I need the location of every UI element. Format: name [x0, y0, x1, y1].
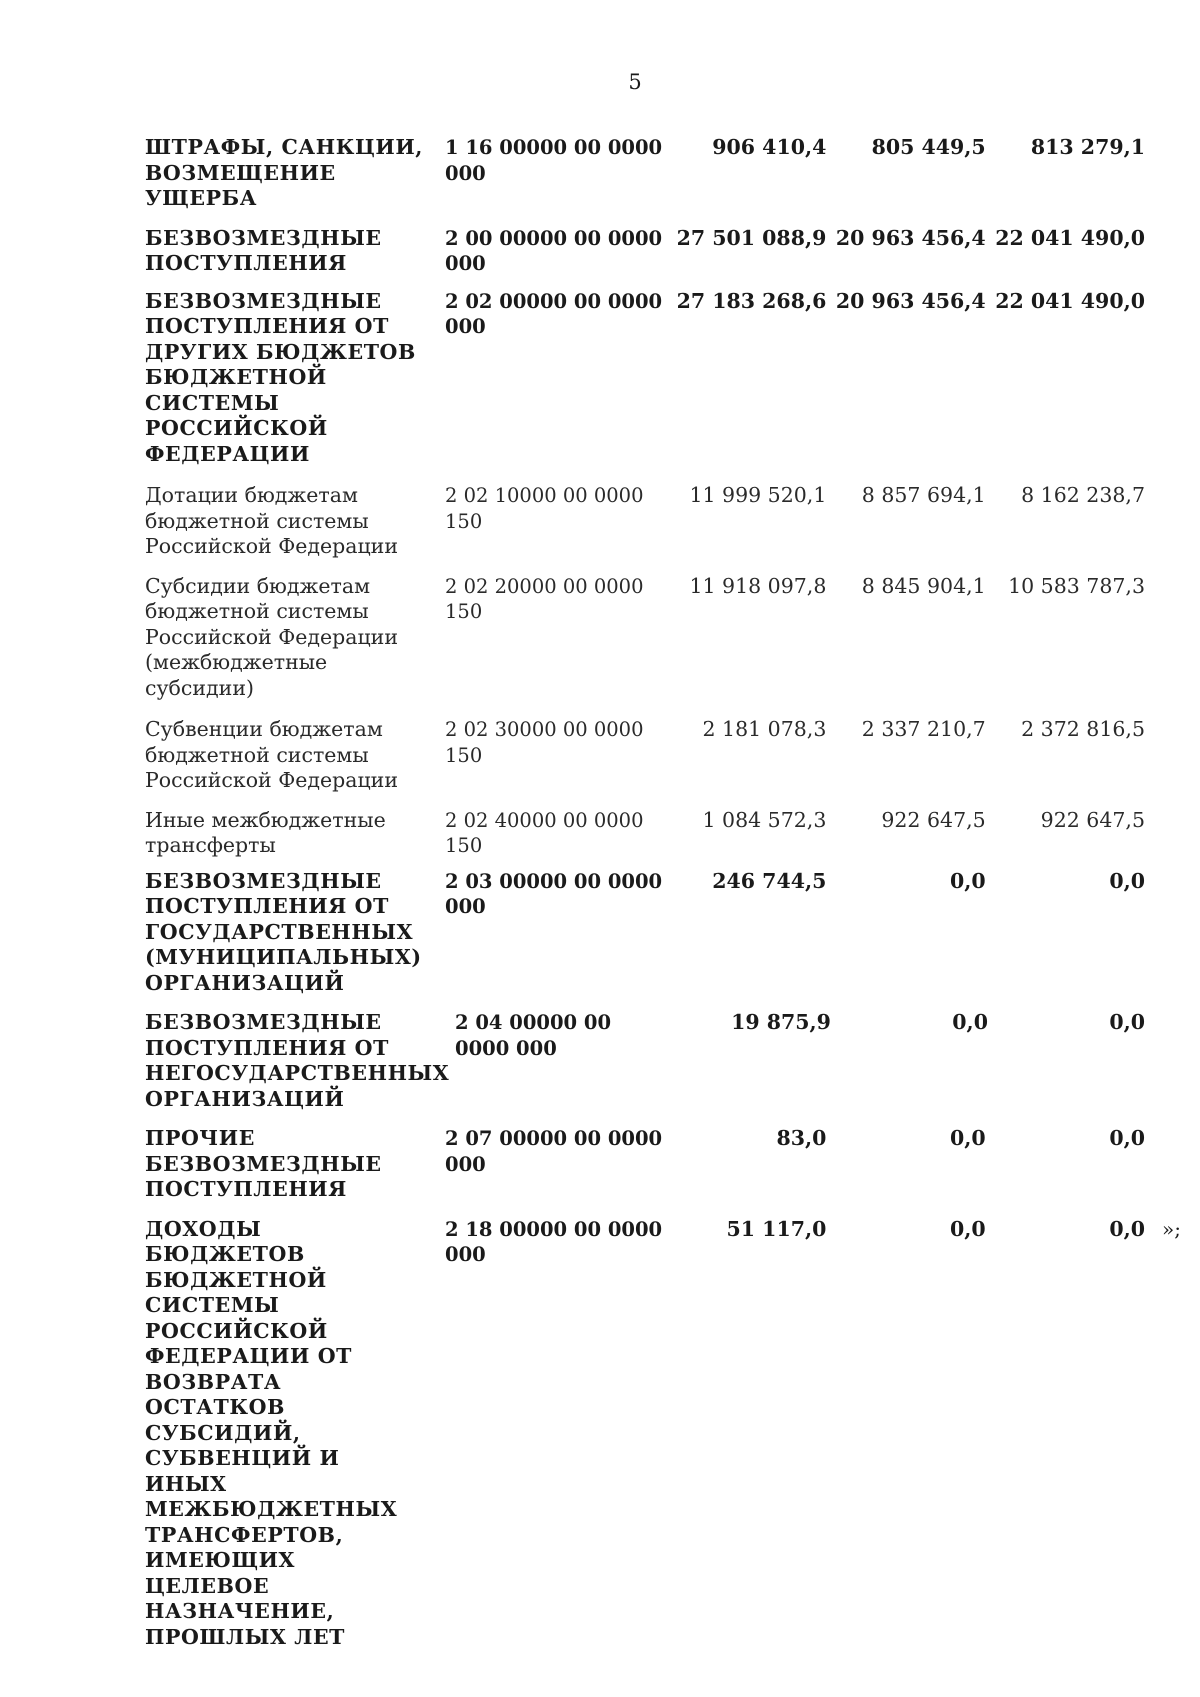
row-value-2: 805 449,5 — [871, 135, 986, 159]
row-code: 2 02 30000 00 0000 150 — [445, 718, 644, 767]
row-name: Дотации бюджетам бюджетной системы Российской Федерации — [145, 483, 398, 558]
row-value-2: 20 963 456,4 — [835, 288, 986, 313]
row-value-1: 11 918 097,8 — [689, 573, 827, 598]
row-code: 2 02 40000 00 0000 150 — [445, 808, 644, 857]
row-value-1: 11 999 520,1 — [689, 483, 827, 507]
row-name: ШТРАФЫ, САНКЦИИ, ВОЗМЕЩЕНИЕ УЩЕРБА — [145, 135, 424, 210]
table-row — [145, 135, 1145, 212]
page-number: 5 — [628, 70, 642, 94]
row-code: 2 02 10000 00 0000 150 — [445, 484, 644, 533]
row-value-3: 2 372 816,5 — [1021, 717, 1145, 741]
row-code: 2 07 00000 00 0000 000 — [445, 1127, 663, 1176]
row-value-1: 246 744,5 — [712, 868, 827, 893]
table-row — [145, 808, 1145, 859]
table-row — [145, 1010, 1145, 1112]
row-value-3: 22 041 490,0 — [995, 225, 1145, 250]
row-value-2: 0,0 — [950, 1126, 986, 1150]
row-code: 2 04 00000 00 0000 000 — [455, 1011, 612, 1060]
row-value-1: 27 183 268,6 — [676, 288, 827, 313]
table-row — [145, 483, 1145, 560]
row-code: 2 02 20000 00 0000 150 — [445, 574, 644, 623]
row-value-2: 0,0 — [950, 1216, 986, 1241]
row-value-1: 19 875,9 — [731, 1010, 831, 1034]
row-name: Иные межбюджетные трансферты — [145, 807, 386, 857]
row-value-3: 0,0 — [1109, 1010, 1145, 1034]
row-value-3: 0,0 — [1109, 1216, 1145, 1241]
row-value-1: 2 181 078,3 — [702, 717, 827, 741]
row-value-2: 922 647,5 — [881, 807, 986, 832]
row-value-3: 10 583 787,3 — [1008, 573, 1145, 598]
row-code: 2 02 00000 00 0000 000 — [445, 289, 663, 338]
row-value-2: 0,0 — [950, 868, 986, 893]
table-row — [145, 869, 1145, 997]
row-name: Субвенции бюджетам бюджетной системы Российской Федерации — [145, 717, 398, 792]
table-row — [145, 289, 1145, 468]
row-code: 2 00 00000 00 0000 000 — [445, 226, 663, 275]
row-value-2: 0,0 — [952, 1010, 988, 1034]
row-value-3: 8 162 238,7 — [1021, 483, 1145, 507]
row-code: 2 18 00000 00 0000 000 — [445, 1217, 663, 1266]
row-name: Субсидии бюджетам бюджетной системы Российской Федерации (межбюджетные субсидии) — [145, 573, 398, 700]
row-name: ДОХОДЫ БЮДЖЕТОВ БЮДЖЕТНОЙ СИСТЕМЫ РОССИЙСКОЙ ФЕДЕРАЦИИ ОТ ВОЗВРАТА ОСТАТКОВ СУБСИДИЙ, СУБВЕНЦИЙ И ИНЫХ МЕЖБЮДЖЕТНЫХ ТРАНСФЕРТОВ, ИМЕЮЩИХ ЦЕЛЕВОЕ НАЗНАЧЕНИЕ, ПРОШЛЫХ ЛЕТ — [145, 1216, 398, 1649]
row-name: БЕЗВОЗМЕЗДНЫЕ ПОСТУПЛЕНИЯ ОТ НЕГОСУДАРСТВЕННЫХ ОРГАНИЗАЦИЙ — [145, 1010, 450, 1111]
table-row — [145, 1126, 1145, 1203]
row-value-2: 2 337 210,7 — [861, 717, 986, 741]
table-row — [145, 717, 1145, 794]
row-name: ПРОЧИЕ БЕЗВОЗМЕЗДНЫЕ ПОСТУПЛЕНИЯ — [145, 1126, 382, 1201]
row-value-1: 27 501 088,9 — [676, 225, 827, 250]
row-value-1: 51 117,0 — [726, 1216, 827, 1241]
row-value-3: 0,0 — [1109, 868, 1145, 893]
row-value-2: 8 857 694,1 — [861, 483, 986, 507]
row-code: 2 03 00000 00 0000 000 — [445, 869, 663, 918]
row-value-1: 83,0 — [776, 1126, 827, 1150]
row-name: БЕЗВОЗМЕЗДНЫЕ ПОСТУПЛЕНИЯ ОТ ГОСУДАРСТВЕННЫХ (МУНИЦИПАЛЬНЫХ) ОРГАНИЗАЦИЙ — [145, 868, 422, 995]
row-value-3: 0,0 — [1109, 1126, 1145, 1150]
row-code: 1 16 00000 00 0000 000 — [445, 136, 663, 185]
table-row — [145, 574, 1145, 702]
row-value-3: 22 041 490,0 — [995, 288, 1145, 313]
row-value-3: 813 279,1 — [1030, 135, 1145, 159]
row-value-2: 20 963 456,4 — [835, 225, 986, 250]
table-row — [145, 226, 1145, 277]
budget-table — [145, 135, 1145, 1650]
row-value-1: 1 084 572,3 — [702, 807, 827, 832]
row-value-3: 922 647,5 — [1040, 807, 1145, 832]
row-name: БЕЗВОЗМЕЗДНЫЕ ПОСТУПЛЕНИЯ — [145, 225, 382, 275]
row-name: БЕЗВОЗМЕЗДНЫЕ ПОСТУПЛЕНИЯ ОТ ДРУГИХ БЮДЖЕТОВ БЮДЖЕТНОЙ СИСТЕМЫ РОССИЙСКОЙ ФЕДЕРАЦИИ — [145, 288, 416, 466]
table-row — [145, 1217, 1145, 1651]
row-value-1: 906 410,4 — [712, 135, 827, 159]
closing-quote-mark: »; — [1162, 1216, 1181, 1241]
row-value-2: 8 845 904,1 — [861, 573, 986, 598]
